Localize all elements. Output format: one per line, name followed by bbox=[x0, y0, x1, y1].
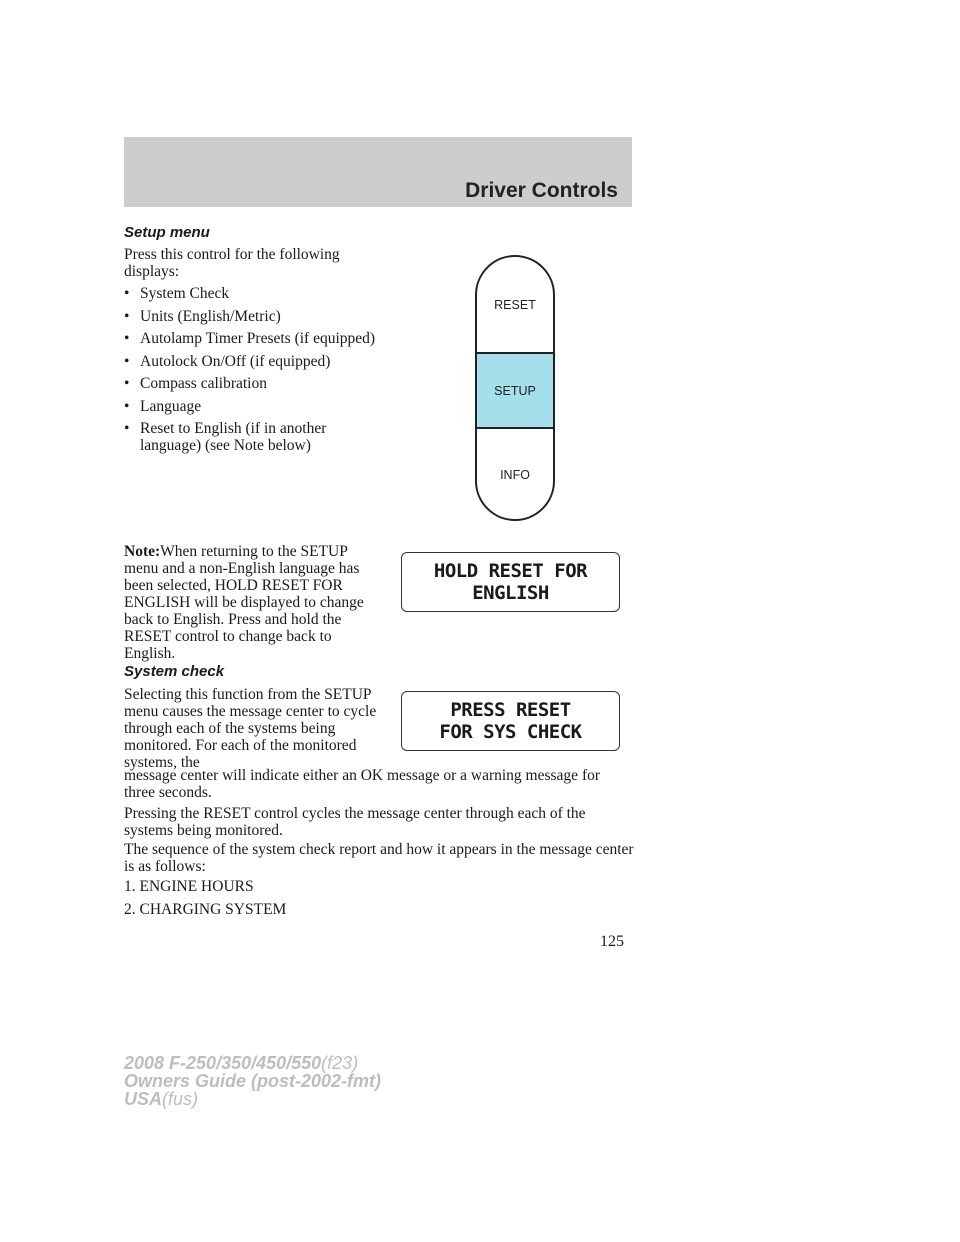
display-line: ENGLISH bbox=[472, 582, 549, 604]
note-text: When returning to the SETUP menu and a non-English language has been selected, HOLD RESET FOR ENGLISH will be displayed to change back to English. Press and hold the RESET control to change back to English. bbox=[124, 543, 364, 662]
footer-region: USA bbox=[124, 1089, 163, 1109]
footer bbox=[124, 1054, 381, 1108]
setup-menu-list bbox=[124, 285, 384, 460]
display-line: PRESS RESET bbox=[450, 699, 571, 721]
message-center-control bbox=[475, 255, 555, 521]
note-paragraph bbox=[124, 543, 379, 662]
list-item: • Autolock On/Off (if equipped) bbox=[124, 353, 384, 370]
system-check-para-narrow: Selecting this function from the SETUP menu causes the message center to cycle through each of the systems being monitored. For each of the monitored systems, the bbox=[124, 686, 377, 771]
list-item: 1. ENGINE HOURS bbox=[124, 878, 254, 895]
page-number: 125 bbox=[600, 933, 624, 950]
system-check-para3: The sequence of the system check report and how it appears in the message center is as follows: bbox=[124, 841, 634, 875]
list-item: • Compass calibration bbox=[124, 375, 384, 392]
header-bar bbox=[124, 137, 632, 207]
setup-button[interactable]: SETUP bbox=[477, 352, 553, 429]
note-label: Note: bbox=[124, 543, 161, 560]
system-check-heading: System check bbox=[124, 663, 225, 680]
list-item: • Reset to English (if in another language) (see Note below) bbox=[124, 420, 384, 454]
reset-button[interactable]: RESET bbox=[494, 297, 536, 312]
setup-menu-intro: Press this control for the following displays: bbox=[124, 246, 340, 280]
display-line: HOLD RESET FOR bbox=[433, 560, 588, 582]
list-item: • Autolamp Timer Presets (if equipped) bbox=[124, 330, 384, 347]
footer-guide: Owners Guide (post-2002-fmt) bbox=[124, 1071, 382, 1091]
system-check-para2: Pressing the RESET control cycles the message center through each of the systems being monitored. bbox=[124, 805, 586, 839]
list-item: • System Check bbox=[124, 285, 384, 302]
display-hold-reset-english bbox=[401, 552, 620, 612]
display-press-reset-sys-check bbox=[401, 691, 620, 751]
setup-menu-heading: Setup menu bbox=[124, 224, 210, 241]
display-line: FOR SYS CHECK bbox=[439, 721, 582, 743]
info-button[interactable]: INFO bbox=[500, 468, 530, 482]
footer-model: 2008 F-250/350/450/550 bbox=[124, 1053, 322, 1073]
section-title: Driver Controls bbox=[465, 179, 618, 202]
list-item: • Units (English/Metric) bbox=[124, 308, 384, 325]
footer-model-code: (f23) bbox=[321, 1053, 359, 1073]
list-item: 2. CHARGING SYSTEM bbox=[124, 901, 287, 918]
system-check-para-wide: message center will indicate either an OK message or a warning message for three seconds. bbox=[124, 767, 601, 801]
list-item: • Language bbox=[124, 398, 384, 415]
footer-region-code: (fus) bbox=[162, 1089, 199, 1109]
